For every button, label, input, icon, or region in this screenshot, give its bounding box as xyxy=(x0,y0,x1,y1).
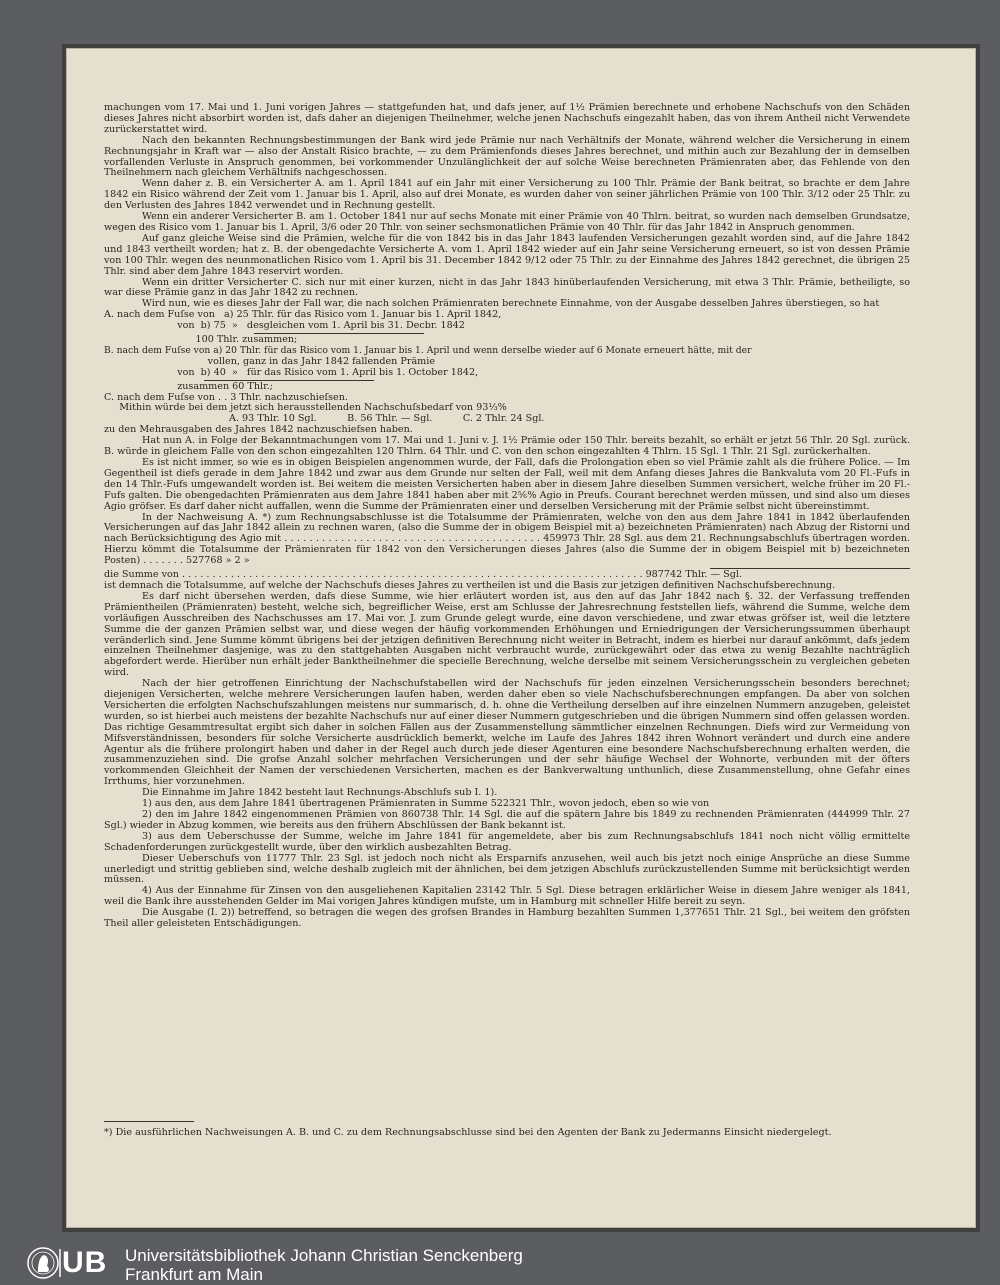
paragraph: zu den Mehrausgaben des Jahres 1842 nachzuschiefsen haben. xyxy=(104,424,413,436)
sum-rule xyxy=(710,568,910,569)
paragraph: ist demnach die Totalsumme, auf welche der Nachschufs dieses Jahres zu vertheilen ist und die Basis zur jetzigen definitiven Nachschufsberechnung. xyxy=(104,579,836,591)
calc-line: zusammen 60 Thlr.; xyxy=(104,380,273,392)
calc-line: C. nach dem Fuſse von . . 3 Thlr. nachzuschieſsen. xyxy=(104,391,348,403)
paragraph: Wenn ein dritter Versicherter C. sich nur mit einer kurzen, nicht in das Jahr 1843 hinüberlaufenden Versicherung, mit etwa 3 Thlr. Prämie, betheiligte, so war diese Prämie ganz in das Jahr 1842 zu rechnen. xyxy=(104,276,910,299)
calc-line: von b) 40 » für das Risico vom 1. April bis 1. October 1842, xyxy=(104,366,479,378)
calc-line: A. 93 Thlr. 10 Sgl. B. 56 Thlr. — Sgl. C. 2 Thlr. 24 Sgl. xyxy=(104,413,545,425)
paragraph: 1) aus den, aus dem Jahre 1841 übertragenen Prämienraten in Summe 522321 Thlr., wovon jedoch, eben so wie von xyxy=(142,798,710,810)
paragraph: Dieser Ueberschufs von 11777 Thlr. 23 Sgl. ist jedoch noch nicht als Ersparnifs anzusehen, weil auch bis jetzt noch einige Ansprüche an diese Summe unerledigt und strittig geblieben sind, welche deshalb zugleich mit der ähnlichen, bei dem jetzigen Abschlufs zurückzustellenden Summe mit berücksichtigt werden müssen. xyxy=(104,852,910,886)
paragraph: machungen vom 17. Mai und 1. Juni vorigen Jahres — stattgefunden hat, und dafs jener, auf 1½ Prämien berechnete und erhobene Nachschufs von den Schäden dieses Jahres nicht absorbirt worden ist, dafs daher an diejenigen Theilnehmer, welche jenen Nachschufs eingezahlt haben, das von ihrem Antheil nicht Verwendete zurückerstattet wird. xyxy=(104,102,910,135)
paragraph: Auf ganz gleiche Weise sind die Prämien, welche für die von 1842 bis in das Jahr 1843 laufenden Versicherungen gezahlt worden sind, auf die Jahre 1842 und 1843 vertheilt worden; hat z. B. der obengedachte Versicherte A. vom 1. April 1842 wieder auf ein Jahr seine Versicherung erneuert, so ist von dessen Prämie von 100 Thlr. wegen des neunmonatlichen Risico vom 1. April bis 31. December 1842 9/12 oder 75 Thlr. zu der Einnahme des Jahres 1842 gerechnet, die übrigen 25 Thlr. sind aber dem Jahre 1843 reservirt worden. xyxy=(104,232,910,277)
paragraph: Wird nun, wie es dieses Jahr der Fall war, die nach solchen Prämienraten berechnete Einnahme, von der Ausgabe desselben Jahres überstiegen, so hat xyxy=(142,298,880,310)
paragraph: Es ist nicht immer, so wie es in obigen Beispielen angenommen wurde, der Fall, dafs die Prolongation eben so viel Prämie zahlt als die frühere Police. — Im Gegentheil ist diefs gerade in dem Jahre 1842 und zwar aus dem Grunde nur selten der Fall, weil mit dem Anfang dieses Jahres die Bankvaluta vom 20 Fl.-Fufs in den 14 Thlr.-Fufs umgewandelt worden ist. Bei weitem die meisten Versicherten haben aber in diesem Jahre dieselben Summen versichert, welche früher im 20 Fl.-Fufs galten. Die obengedachten Prämienraten aus dem Jahre 1841 haben aber mit 2⅚% Agio in Preufs. Courant berechnet werden müssen, und sind also um dieses Agio gröfser. Es darf daher nicht auffallen, wenn die Summe der Prämienraten einer und derselben Versicherung mit der Prämie selbst nicht übereinstimmt. xyxy=(104,457,910,512)
total-line: die Summe von . . . . . . . . . . . . . . . . . . . . . . . . . . . . . . . . . . . . . . . . . . . . . . . . . . . . . . . . . . . . . . . . . . . . . . . . . . . . 987742 Thlr. — Sgl. xyxy=(104,570,742,581)
calc-line: B. nach dem Fuſse von a) 20 Thlr. für das Risico vom 1. Januar bis 1. April und wenn derselbe wieder auf 6 Monate erneuert hätte, mit der xyxy=(104,344,752,356)
calc-line: Mithin würde bei dem jetzt sich herausstellenden Nachschuſsbedarf von 93⅓% xyxy=(104,402,507,414)
paragraph: Die Ausgabe (I. 2)) betreffend, so betragen die wegen des grofsen Brandes in Hamburg bezahlten Summen 1,377651 Thlr. 21 Sgl., bei weitem den gröfsten Theil aller geleisteten Entschädigungen. xyxy=(104,907,910,930)
calc-line: von b) 75 » desgleichen vom 1. April bis 31. Decbr. 1842 xyxy=(104,320,465,332)
paragraph: Nach den bekannten Rechnungsbestimmungen der Bank wird jede Prämie nur nach Verhältnifs der Monate, während welcher die Versicherung in einem Rechnungsjahr in Kraft war — also der Anstalt Risico brachte, — zu dem Prämienfonds dieses Jahres berechnet, und mithin auch zur Bezahlung der in demselben vorfallenden Verluste in Anspruch genommen, bei vorkommender Unzulänglichkeit der auf solche Weise berechneten Prämienraten aber, das Fehlende von den Theilnehmern nach gleichem Verhältnifs nachgeschossen. xyxy=(104,134,910,179)
paragraph: Wenn ein anderer Versicherter B. am 1. October 1841 nur auf sechs Monate mit einer Prämie von 40 Thlrn. beitrat, so wurden nach demselben Grundsatze, wegen des Risico vom 1. Januar bis 1. April, 3/6 oder 20 Thlr. von seiner sechsmonatlichen Prämie von 40 Thlr. für das Jahr 1842 in Anspruch genommen. xyxy=(104,211,910,233)
footnote-rule xyxy=(104,1121,194,1122)
calc-line: vollen, ganz in das Jahr 1842 fallenden Prämie xyxy=(104,355,436,367)
paragraph: 2) den im Jahre 1842 eingenommenen Prämien von 860738 Thlr. 14 Sgl. die auf die spätern Jahre bis 1849 zu rechnenden Prämienraten (444999 Thlr. 27 Sgl.) wieder in Abzug kommen, wie bereits aus den frühern Abschlüssen der Bank bekannt ist. xyxy=(104,809,910,831)
paragraph: Wenn daher z. B. ein Versicherter A. am 1. April 1841 auf ein Jahr mit einer Versicherung zu 100 Thlr. Prämie der Bank beitrat, so brachte er dem Jahre 1842 ein Risico während der Zeit vom 1. Januar bis 1. April, also auf drei Monate, es wurden daher von seiner jährlichen Prämie von 100 Thlr. 3/12 oder 25 Thlr. zu den Verlusten des Jahres 1842 verwendet und in Rechnung gestellt. xyxy=(104,178,910,212)
paragraph: 3) aus dem Ueberschusse der Summe, welche im Jahre 1841 für angemeldete, aber bis zum Rechnungsabschlufs 1841 noch nicht völlig ermittelte Schadenforderungen zurückgestellt wurde, über den wirklich ausbezahlten Betrag. xyxy=(104,830,910,853)
paragraph: Hat nun A. in Folge der Bekanntmachungen vom 17. Mai und 1. Juni v. J. 1½ Prämie oder 150 Thlr. bereits bezahlt, so erhält er jetzt 56 Thlr. 20 Sgl. zurück. B. würde in gleichem Falle von den schon eingezahlten 120 Thlrn. 64 Thlr. und C. von den schon eingezahlten 4 Thlrn. 15 Sgl. 1 Thlr. 21 Sgl. zurückerhalten. xyxy=(104,435,910,458)
paragraph: Die Einnahme im Jahre 1842 besteht laut Rechnungs-Abschlufs sub I. 1). xyxy=(142,787,498,799)
paragraph: 4) Aus der Einnahme für Zinsen von den ausgeliehenen Kapitalien 23142 Thlr. 5 Sgl. Diese betragen erklärlicher Weise in diesem Jahre weniger als 1841, weil die Bank ihre ausstehenden Gelder im Mai vorigen Jahres kündigen mufste, um in Hamburg mit schneller Hilfe bereit zu seyn. xyxy=(104,885,910,908)
footnote: *) Die ausführlichen Nachweisungen A. B. und C. zu dem Rechnungsabschlusse sind bei den Agenten der Bank zu Jedermanns Einsicht niedergelegt. xyxy=(104,1127,832,1138)
paragraph: Es darf nicht übersehen werden, dafs diese Summe, wie hier erläutert worden ist, aus den auf das Jahr 1842 nach §. 32. der Verfassung treffenden Prämientheilen (Prämienraten) besteht, welche sich, begreiflicher Weise, erst am Schlusse der Jahresrechnung feststellen liefs, während die Summe, welche dem vorläufigen Ausschreiben des Nachschusses am 17. Mai vor. J. zum Grunde gelegt wurde, eine davon verschiedene, und zwar etwas gröfser ist, weil die letztere Summe die der ganzen Prämien selbst war, und diese wegen der häufig vorkommenden Erhöhungen und Erniedrigungen der Versicherungssummen überhaupt veränderlich sind. Jene Summe kömmt übrigens bei der jetzigen definitiven Berechnung nicht weiter in Betracht, indem es hierbei nur darauf ankömmt, dafs jedem einzelnen Theilnehmer dasjenige, was zu den stattgehabten Ausgaben nicht verbraucht wurde, zurückgewährt oder das etwa zu wenig Bezahlte nachträglich abgefordert werde. Hierüber nun erhält jeder Banktheilnehmer die specielle Berechnung, welche derselbe mit seinem Versicherungsschein zu vergleichen gebeten wird. xyxy=(104,590,910,679)
library-location: Frankfurt am Main xyxy=(125,1265,263,1284)
calc-line: 100 Thlr. zusammen; xyxy=(104,334,298,346)
paragraph: Nach der hier getroffenen Einrichtung der Nachschufstabellen wird der Nachschufs für jeden einzelnen Versicherungsschein besonders berechnet; diejenigen Versicherten, welche mehrere Versicherungen laufen haben, werden daher eben so viele Nachschufsberechnungen empfangen. Da aber von solchen Versicherten die erfolgten Nachschufszahlungen meistens nur summarisch, d. h. ohne die Vertheilung derselben auf ihre einzelnen Nummern anzugeben, geleistet wurden, so ist hierbei auch meistens der bezahlte Nachschufs nur auf einer dieser Nummern gutgeschrieben und die übrigen Nummern sind offen gelassen worden. Das richtige Gesammtresultat ergibt sich daher in solchen Fällen aus der Zusammenstellung sämmtlicher einzelnen Rechnungen. Diefs wird zur Vermeidung von Mifsverständnissen, besonders für solche Versicherte ausdrücklich bemerkt, welche im Laufe des Jahres 1842 ihren Wohnort verändert und durch eine andere Agentur als die frühere prolongirt haben und daher in der Regel auch durch jede dieser Agenturen eine besondere Nachschufsberechnung erhalten werden, die zusammenzuziehen sind. Die grofse Anzahl solcher mehrfachen Versicherungen und der sehr häufige Wechsel der Wohnorte, verbunden mit der öfters vorkommenden Gleichheit der Namen der verschiedenen Versicherten, machen es der Bankverwaltung unthunlich, diese Zusammenstellung, ohne Gefahr eines Irrthums, hier vorzunehmen. xyxy=(104,678,910,788)
library-name: Universitätsbibliothek Johann Christian Senckenberg xyxy=(125,1246,523,1265)
document-body xyxy=(104,103,910,930)
paragraph: In der Nachweisung A. *) zum Rechnungsabschlusse ist die Totalsumme der Prämienraten, welche von den aus dem Jahre 1841 in 1842 überlaufenden Versicherungen auf das Jahr 1842 allein zu rechnen waren, (also die Summe der in obigem Beispiel mit a) bezeichneten Prämienraten) nach Abzug der Ristorni und nach Berücksichtigung des Agio mit . . . . . . . . . . . . . . . . . . . . . . . . . . . . . . . . . . . . . . . . . 459973 Thlr. 28 Sgl. aus dem 21. Rechnungsabschlufs übertragen worden. Hierzu kömmt die Totalsumme der Prämienraten für 1842 von den Versicherungen dieses Jahres (also die Summe der in obigem Beispiel mit b) bezeichneten Posten) . . . . . . . 527768 » 2 » xyxy=(104,511,910,567)
calc-line: A. nach dem Fuſse von a) 25 Thlr. für das Risico vom 1. Januar bis 1. April 1842, xyxy=(104,309,502,321)
library-logo-text: UB xyxy=(62,1246,108,1279)
